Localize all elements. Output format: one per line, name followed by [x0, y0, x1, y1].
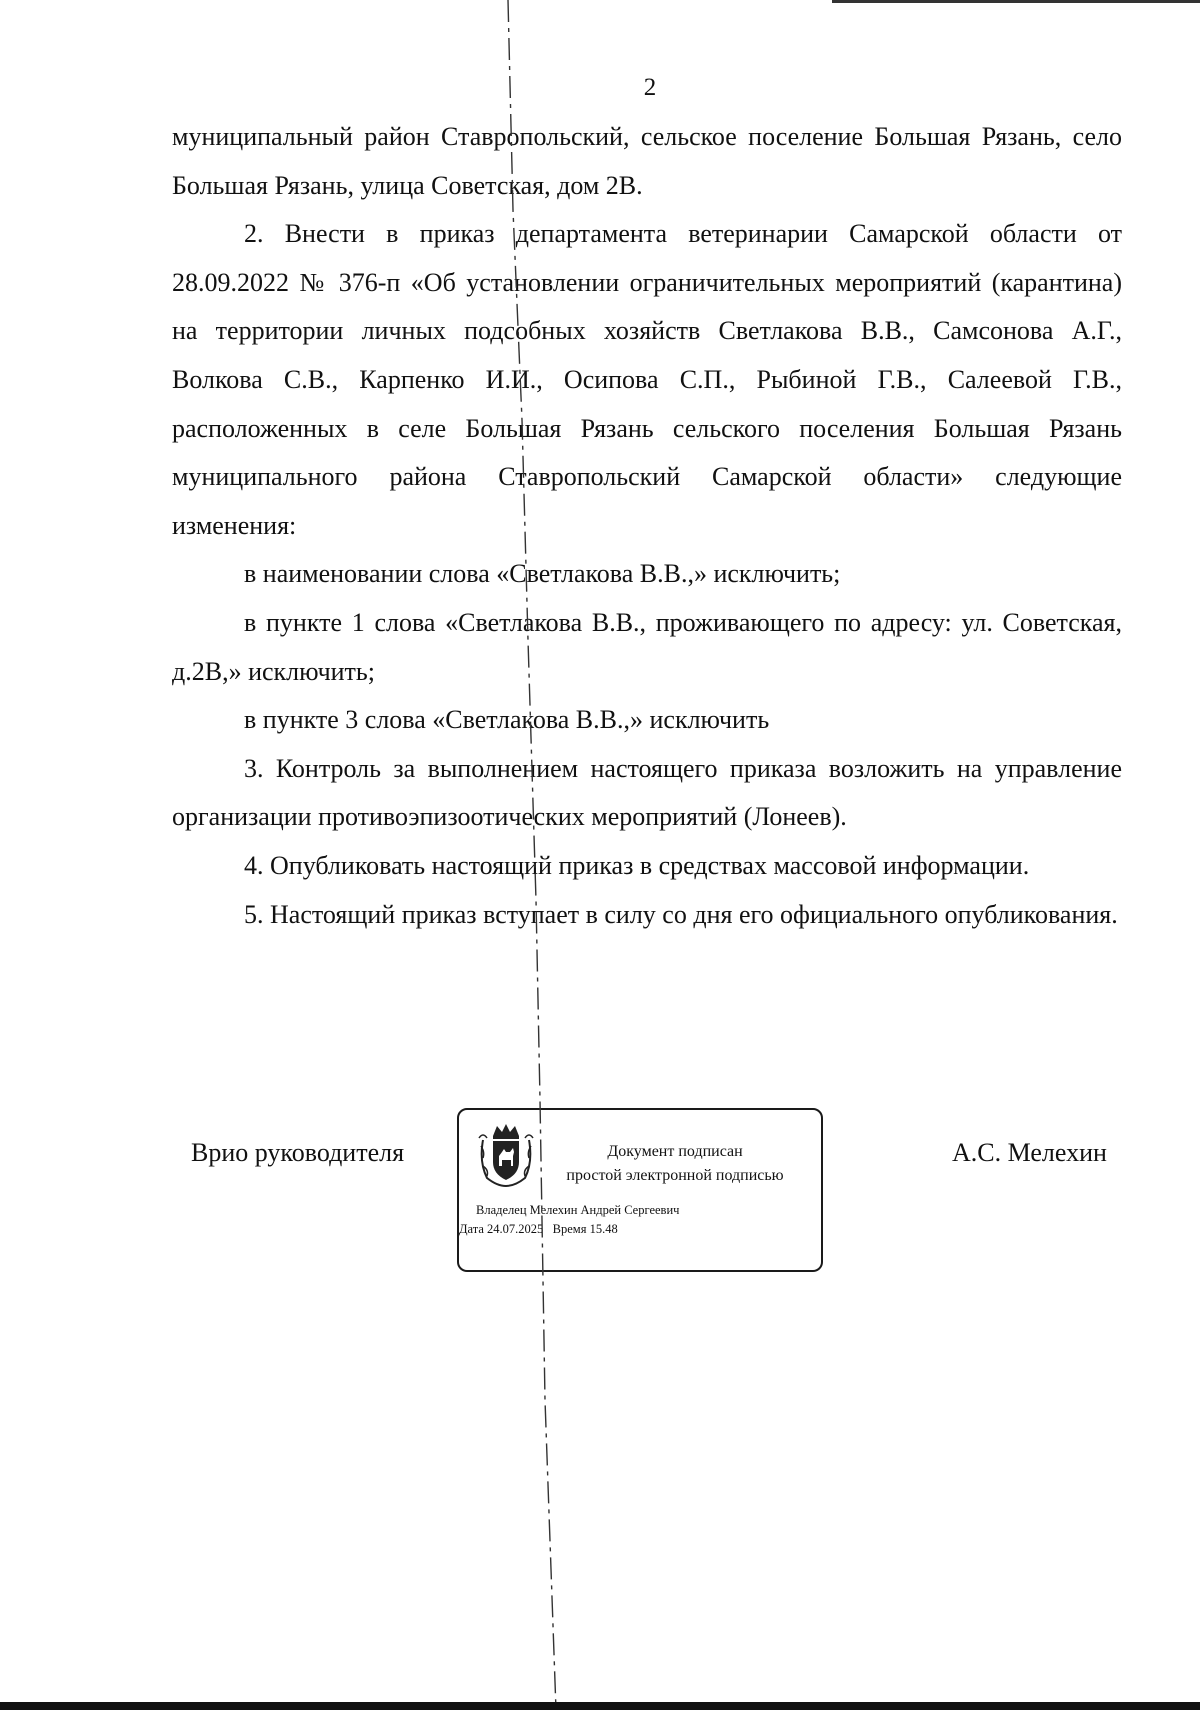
- samara-coat-of-arms-icon: [477, 1122, 535, 1188]
- stamp-owner: Владелец Мелехин Андрей Сергеевич: [476, 1203, 680, 1217]
- paragraph-address-continuation: муниципальный район Ставропольский, сельское поселение Большая Рязань, село Большая Рязань, улица Советская, дом 2В.: [172, 122, 1122, 200]
- document-body: [172, 113, 1122, 939]
- paragraph-item-3: 3. Контроль за выполнением настоящего приказа возложить на управление организации противоэпизоотических мероприятий (Лонеев).: [172, 753, 1122, 832]
- signatory-name: А.С. Мелехин: [952, 1138, 1107, 1167]
- paragraph-item-5: 5. Настоящий приказ вступает в силу со дня его официального опубликования.: [244, 899, 1118, 929]
- paragraph-item-2: 2. Внести в приказ департамента ветеринарии Самарской области от 28.09.2022 № 376-п «Об установлении ограничительных мероприятий (карантина) на территории личных подсобных хозяйств Светлакова В.В., Самсонова А.Г., Волкова С.В., Карпенко И.И., Осипова С.П., Рыбиной Г.В., Салеевой Г.В., расположенных в селе Большая Рязань сельского поселения Большая Рязань муниципального района Ставропольский Самарской области» следующие изменения:: [172, 219, 1122, 540]
- paragraph-item-4: 4. Опубликовать настоящий приказ в средствах массовой информации.: [244, 850, 1030, 880]
- scan-edge-bottom: [0, 1702, 1200, 1710]
- stamp-date-time: Дата 24.07.2025 Время 15.48: [459, 1222, 618, 1236]
- electronic-signature-stamp: [457, 1108, 823, 1272]
- stamp-caption-line-2: простой электронной подписью: [566, 1167, 784, 1184]
- stamp-caption-line-1: Документ подписан: [607, 1143, 743, 1160]
- scan-edge-top: [832, 0, 1200, 3]
- stamp-caption: [545, 1140, 805, 1188]
- paragraph-change-point-1: в пункте 1 слова «Светлакова В.В., проживающего по адресу: ул. Советская, д.2В,» исключить;: [172, 607, 1122, 686]
- paragraph-change-point-3: в пункте 3 слова «Светлакова В.В.,» исключить: [244, 705, 770, 735]
- signatory-title: Врио руководителя: [191, 1138, 405, 1167]
- page-number: 2: [643, 74, 657, 101]
- paragraph-change-title: в наименовании слова «Светлакова В.В.,» исключить;: [244, 559, 841, 589]
